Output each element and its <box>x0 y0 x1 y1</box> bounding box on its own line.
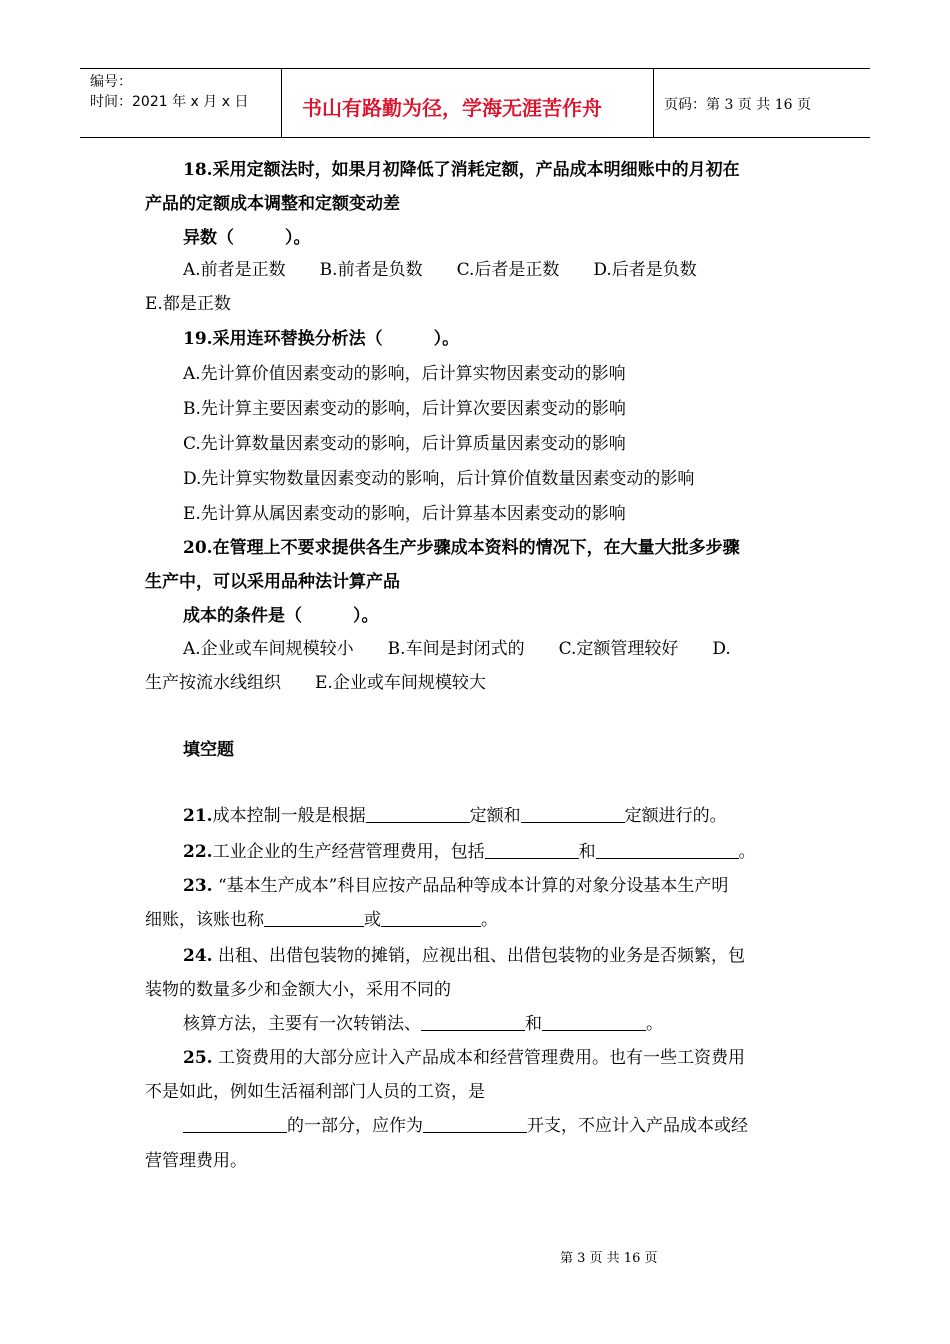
q25-text-3: 的一部分，应作为 <box>287 1116 423 1136</box>
q23-text-4: 。 <box>481 910 498 930</box>
q19-option-d: D.先计算实物数量因素变动的影响，后计算价值数量因素变动的影响 <box>183 469 695 489</box>
q23-text-3: 或 <box>364 910 381 930</box>
q23-blank-1[interactable] <box>264 910 364 927</box>
page-header <box>80 68 870 138</box>
page-footer: 第 3 页 共 16 页 <box>560 1251 658 1266</box>
q25-line-1 <box>183 1048 745 1068</box>
q25-text-1: 工资费用的大部分应计入产品成本和经营管理费用。也有一些工资费用 <box>212 1048 745 1068</box>
q23-text-2: 细账，该账也称 <box>145 910 264 930</box>
q21-text-3: 定额进行的。 <box>624 806 727 826</box>
q21-text-1: 成本控制一般是根据 <box>212 806 366 826</box>
q24-line-2: 装物的数量多少和金额大小，采用不同的 <box>145 980 451 1000</box>
q22-text-3: 。 <box>738 842 756 862</box>
q19-option-e: E.先计算从属因素变动的影响，后计算基本因素变动的影响 <box>183 504 626 524</box>
q18-line-3: 异数（ ）。 <box>183 228 311 248</box>
q22-blank-1[interactable] <box>485 842 579 859</box>
q20-line-2: 生产中，可以采用品种法计算产品 <box>145 572 400 592</box>
q22-number: 22. <box>183 842 213 862</box>
q25-line-4: 营管理费用。 <box>145 1151 247 1171</box>
header-motto-cell <box>282 69 654 137</box>
q23-line-1 <box>183 876 728 896</box>
header-meta-cell <box>80 69 282 137</box>
q25-line-2: 不是如此，例如生活福利部门人员的工资，是 <box>145 1082 485 1102</box>
header-motto: 书山有路勤为径，学海无涯苦作舟 <box>302 96 602 120</box>
q24-text-3: 核算方法，主要有一次转销法、 <box>183 1014 421 1034</box>
q22-text-2: 和 <box>578 842 596 862</box>
q23-text-1: “基本生产成本”科目应按产品品种等成本计算的对象分设基本生产明 <box>212 876 729 896</box>
q20-line-1: 20.在管理上不要求提供各生产步骤成本资料的情况下，在大量大批多步骤 <box>183 538 740 558</box>
q25-line-3 <box>183 1116 748 1136</box>
section-title: 填空题 <box>183 740 234 760</box>
q21-number: 21. <box>183 806 213 826</box>
q24-blank-2[interactable] <box>542 1014 646 1031</box>
q24-line-1 <box>183 946 745 966</box>
time-label: 时间：2021 年 x 月 x 日 <box>90 94 249 110</box>
q25-number: 25. <box>183 1048 213 1068</box>
q23-line-2 <box>145 910 498 930</box>
q18-line-2: 产品的定额成本调整和定额变动差 <box>145 194 400 214</box>
q21-blank-2[interactable] <box>521 806 625 823</box>
q21-blank-1[interactable] <box>366 806 470 823</box>
q22 <box>183 842 756 862</box>
number-label: 编号： <box>90 74 132 90</box>
q19-stem: 19.采用连环替换分析法（ ）。 <box>183 329 460 349</box>
q18-options: A.前者是正数 B.前者是负数 C.后者是正数 D.后者是负数 <box>183 260 697 280</box>
q22-blank-2[interactable] <box>596 842 739 859</box>
q20-line-3: 成本的条件是（ ）。 <box>183 606 379 626</box>
header-page-info: 页码：第 3 页 共 16 页 <box>664 97 811 113</box>
q20-options: A.企业或车间规模较小 B.车间是封闭式的 C.定额管理较好 D. <box>183 639 731 659</box>
q25-text-4: 开支，不应计入产品成本或经 <box>527 1116 748 1136</box>
q24-text-4: 和 <box>525 1014 542 1034</box>
q21 <box>183 806 727 826</box>
q21-text-2: 定额和 <box>469 806 521 826</box>
q24-number: 24. <box>183 946 213 966</box>
q18-option-e: E.都是正数 <box>145 294 231 314</box>
q24-text-5: 。 <box>646 1014 663 1034</box>
q23-number: 23. <box>183 876 213 896</box>
q18-line-1: 18.采用定额法时，如果月初降低了消耗定额，产品成本明细账中的月初在 <box>183 160 740 180</box>
q22-text-1: 工业企业的生产经营管理费用，包括 <box>212 842 485 862</box>
q25-blank-2[interactable] <box>423 1116 527 1133</box>
q24-line-3 <box>183 1014 663 1034</box>
q19-option-c: C.先计算数量因素变动的影响，后计算质量因素变动的影响 <box>183 434 626 454</box>
q19-option-a: A.先计算价值因素变动的影响，后计算实物因素变动的影响 <box>183 364 626 384</box>
q25-blank-1[interactable] <box>183 1116 287 1133</box>
header-page-cell <box>654 69 870 137</box>
q24-text-1: 出租、出借包装物的摊销，应视出租、出借包装物的业务是否频繁，包 <box>212 946 745 966</box>
q20-option-d-e: 生产按流水线组织 E.企业或车间规模较大 <box>145 673 486 693</box>
q19-option-b: B.先计算主要因素变动的影响，后计算次要因素变动的影响 <box>183 399 626 419</box>
q24-blank-1[interactable] <box>421 1014 525 1031</box>
q23-blank-2[interactable] <box>381 910 481 927</box>
